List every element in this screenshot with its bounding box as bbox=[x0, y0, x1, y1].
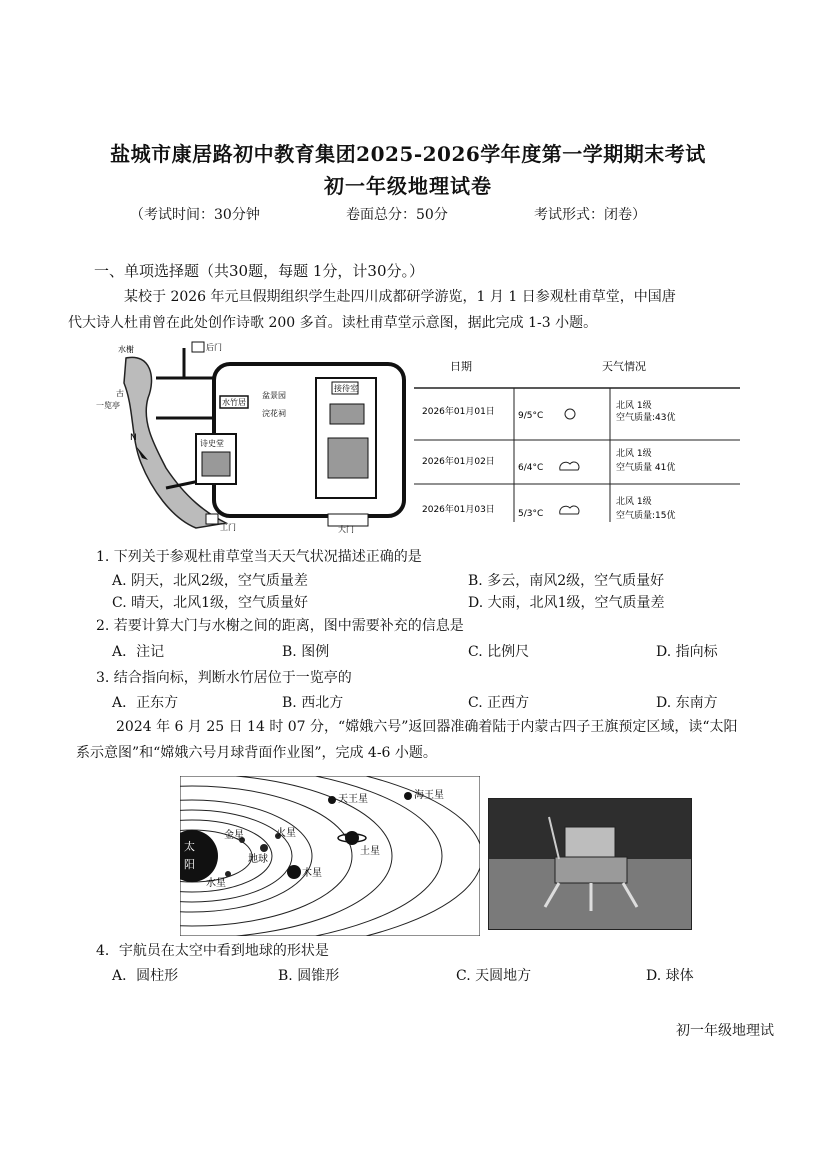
row1-wind: 北风 1级 bbox=[616, 401, 652, 411]
header-date: 日期 bbox=[450, 360, 472, 373]
lander-illustration bbox=[489, 799, 691, 929]
label-earth: 地球 bbox=[248, 854, 268, 865]
intro-line-1: 某校于 2026 年元旦假期组织学生赴四川成都研学游览，1 月 1 日参观杜甫草堂，中国唐 bbox=[124, 289, 676, 305]
q1-option-d[interactable]: D. 大雨，北风1级，空气质量差 bbox=[468, 595, 665, 611]
q4-option-a[interactable]: A．圆柱形 bbox=[112, 968, 179, 984]
q1-option-c[interactable]: C. 晴天，北风1级，空气质量好 bbox=[112, 595, 309, 611]
gongmen-gate bbox=[206, 514, 218, 524]
row2-temp: 6/4°C bbox=[518, 463, 544, 473]
row2-air: 空气质量 41优 bbox=[616, 463, 676, 473]
page-footer: 初一年级地理试 bbox=[676, 1023, 774, 1039]
change6-lander-photo bbox=[488, 798, 692, 930]
label-penjingyuan: 盆景园 bbox=[262, 391, 286, 400]
intro2-line-1: 2024 年 6 月 25 日 14 时 07 分，“嫦娥六号”返回器准确着陆于内蒙古四子王旗预定区域，读“太阳 bbox=[116, 719, 738, 735]
row1-air: 空气质量:43优 bbox=[616, 413, 676, 423]
label-yilanting: 一览亭 bbox=[96, 401, 120, 410]
label-shuixie: 水榭 bbox=[118, 345, 134, 354]
weather-table bbox=[414, 348, 744, 524]
cloudy-icon bbox=[560, 462, 579, 470]
north-label: N bbox=[130, 433, 137, 443]
label-mercury: 水星 bbox=[206, 878, 226, 889]
q3-option-b[interactable]: B. 西北方 bbox=[282, 695, 344, 711]
label-jiedaishi: 接待室 bbox=[334, 384, 358, 393]
question-3-stem: 3. 结合指向标，判断水竹居位于一览亭的 bbox=[96, 670, 352, 686]
cloudy-icon bbox=[560, 506, 579, 514]
houmen-gate bbox=[192, 342, 204, 352]
mercury-dot bbox=[225, 871, 231, 877]
label-jupiter: 木星 bbox=[302, 868, 322, 879]
q3-option-d[interactable]: D. 东南方 bbox=[656, 695, 718, 711]
row1-date: 2026年01月01日 bbox=[422, 407, 495, 417]
uranus-dot bbox=[328, 796, 336, 804]
saturn-dot bbox=[345, 831, 359, 845]
label-gu: 古 bbox=[116, 389, 124, 398]
q4-option-c[interactable]: C. 天圆地方 bbox=[456, 968, 532, 984]
jupiter-dot bbox=[287, 865, 301, 879]
label-neptune: 海王星 bbox=[414, 790, 444, 801]
east-hall-1 bbox=[330, 404, 364, 424]
label-uranus: 天王星 bbox=[338, 794, 368, 805]
row3-date: 2026年01月03日 bbox=[422, 505, 495, 515]
q2-option-d[interactable]: D. 指向标 bbox=[656, 644, 718, 660]
intro2-line-2: 系示意图”和“嫦娥六号月球背面作业图”，完成 4-6 小题。 bbox=[76, 745, 437, 761]
sunny-icon bbox=[565, 409, 575, 419]
label-sun-2: 阳 bbox=[184, 858, 195, 871]
label-houmen: 后门 bbox=[206, 343, 222, 352]
question-4-stem: 4．宇航员在太空中看到地球的形状是 bbox=[96, 943, 329, 959]
q3-option-c[interactable]: C. 正西方 bbox=[468, 695, 530, 711]
header-weather: 天气情况 bbox=[602, 360, 646, 373]
row2-wind: 北风 1级 bbox=[616, 449, 652, 459]
exam-subtitle: 初一年级地理试卷 bbox=[324, 174, 492, 198]
label-damen: 大门 bbox=[338, 525, 354, 534]
intro2-paragraph bbox=[76, 714, 776, 766]
exam-title: 盐城市康居路初中教育集团2025-2026学年度第一学期期末考试 bbox=[110, 142, 706, 166]
label-shishitang: 诗史堂 bbox=[200, 439, 224, 448]
label-shuizhuju: 水竹居 bbox=[222, 398, 246, 407]
solar-system-diagram bbox=[180, 776, 480, 936]
row2-date: 2026年01月02日 bbox=[422, 457, 495, 467]
q1-option-b[interactable]: B. 多云，南风2级，空气质量好 bbox=[468, 573, 665, 589]
east-hall-2 bbox=[328, 438, 368, 478]
label-mars: 火星 bbox=[276, 828, 296, 839]
exam-form: 考试形式：闭卷） bbox=[534, 207, 646, 223]
q2-option-c[interactable]: C. 比例尺 bbox=[468, 644, 530, 660]
q2-option-b[interactable]: B. 图例 bbox=[282, 644, 330, 660]
row3-wind: 北风 1级 bbox=[616, 497, 652, 507]
label-venus: 金星 bbox=[224, 830, 244, 841]
exam-time: （考试时间：30分钟 bbox=[130, 207, 260, 223]
q2-option-a[interactable]: A．注记 bbox=[112, 644, 165, 660]
label-huanhuaci: 浣花祠 bbox=[262, 409, 286, 418]
row1-temp: 9/5°C bbox=[518, 411, 544, 421]
section-heading: 一、单项选择题（共30题，每题 1分，计30分。） bbox=[94, 262, 424, 280]
question-2-stem: 2. 若要计算大门与水榭之间的距离，图中需要补充的信息是 bbox=[96, 618, 464, 634]
neptune-dot bbox=[404, 792, 412, 800]
label-gongmen: 工门 bbox=[220, 523, 236, 532]
q1-option-a[interactable]: A. 阴天，北风2级，空气质量差 bbox=[112, 573, 308, 589]
dufu-cottage-map bbox=[96, 338, 412, 534]
row3-temp: 5/3°C bbox=[518, 509, 544, 519]
label-saturn: 土星 bbox=[360, 846, 380, 857]
question-1-stem: 1. 下列关于参观杜甫草堂当天天气状况描述正确的是 bbox=[96, 549, 422, 565]
total-score: 卷面总分：50分 bbox=[346, 207, 448, 223]
q3-option-a[interactable]: A．正东方 bbox=[112, 695, 179, 711]
row3-air: 空气质量:15优 bbox=[616, 511, 676, 521]
label-sun: 太 bbox=[184, 840, 195, 853]
q4-option-d[interactable]: D. 球体 bbox=[646, 968, 694, 984]
earth-dot bbox=[260, 844, 268, 852]
shishitang-hall bbox=[202, 452, 230, 476]
q4-option-b[interactable]: B. 圆锥形 bbox=[278, 968, 340, 984]
intro-line-2: 代大诗人杜甫曾在此处创作诗歌 200 多首。读杜甫草堂示意图，据此完成 1-3 小题。 bbox=[68, 315, 598, 331]
intro-paragraph bbox=[68, 284, 780, 336]
